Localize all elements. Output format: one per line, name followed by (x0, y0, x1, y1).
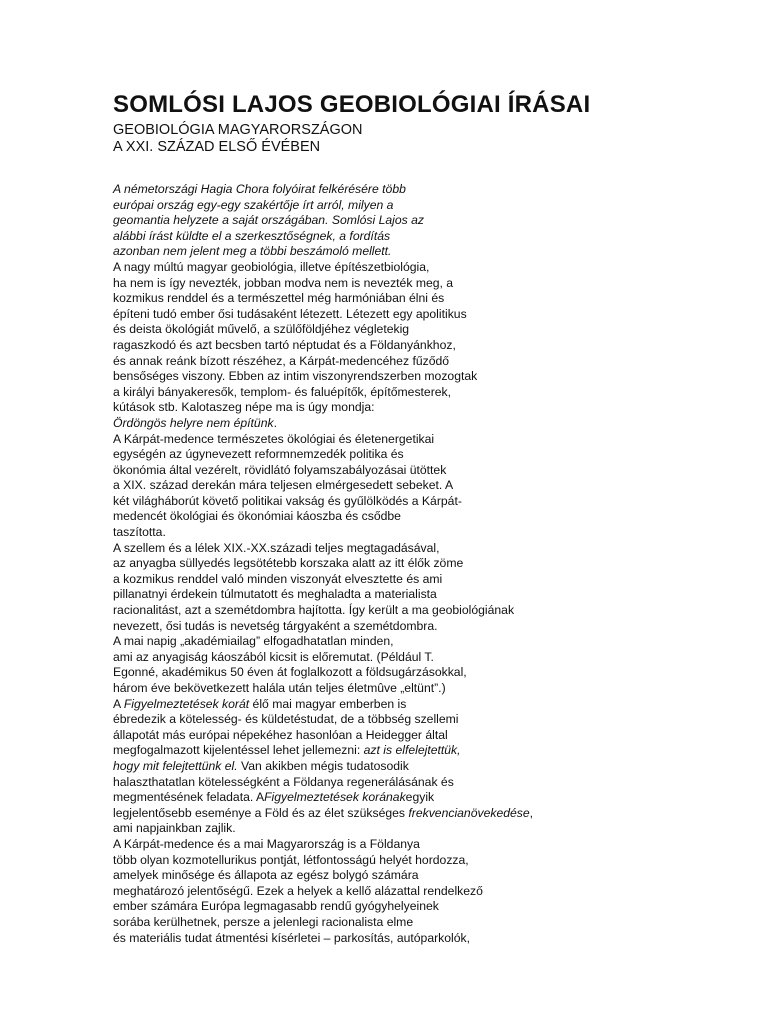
line-text: megmentésének feladata. A (113, 790, 265, 805)
line-text: , (529, 805, 534, 820)
text-line (113, 728, 533, 744)
line-text: ökonómia által vezérelt, rövidlátó folyamszabályozásai ütöttek (113, 462, 447, 477)
line-text: a királyi bányakeresők, templom- és faluépítők, építőmesterek, (113, 384, 452, 399)
line-text: élő mai magyar emberben is (249, 696, 407, 711)
italic-text: alábbi írást küldte el a szerkesztőségnek, a fordítás (113, 228, 391, 243)
line-text: racionalitást, azt a szemétdombra hajította. Így került a ma geobiológiának (113, 603, 515, 618)
line-text: ember számára Európa legmagasabb rendű gyógyhelyeinek (113, 899, 439, 914)
line-text: A nagy múltú magyar geobiológia, illetve építészetbiológia, (113, 259, 430, 274)
line-text: a XIX. század derekán mára teljesen elmérgesedett sebeket. A (113, 478, 454, 493)
text-line (113, 790, 533, 806)
line-text: nevezett, ősi tudás is nevetség tárgyaként a szemétdombra. (113, 618, 438, 633)
line-text: ami napjainkban zajlik. (113, 821, 236, 836)
text-line (113, 853, 533, 869)
line-text: ébredezik a kötelesség- és küldetéstudat, de a többség szellemi (113, 712, 459, 727)
line-text: állapotát más európai népekéhez hasonlóan a Heidegger által (113, 727, 448, 742)
line-text: ami az anyagiság káoszából kicsit is előremutat. (Például T. (113, 649, 434, 664)
line-text: kozmikus renddel és a természettel még harmóniában élni és (113, 291, 445, 306)
line-text: A (113, 696, 124, 711)
italic-text: azonban nem jelent meg a többi beszámoló mellett. (113, 244, 392, 259)
text-line (113, 619, 533, 635)
line-text: a kozmikus renddel való minden viszonyát elvesztette és ami (113, 571, 443, 586)
text-line (113, 868, 533, 884)
line-text: kútások stb. Kalotaszeg népe ma is úgy mondja: (113, 400, 375, 415)
text-line (113, 712, 533, 728)
text-line (113, 931, 533, 947)
text-line (113, 400, 533, 416)
text-line (113, 915, 533, 931)
italic-text: hogy mit felejtettünk el. (113, 758, 238, 773)
line-text: meghatározó jelentőségű. Ezek a helyek a kellő alázattal rendelkező (113, 883, 483, 898)
text-line (113, 494, 533, 510)
document-title: SOMLÓSI LAJOS GEOBIOLÓGIAI ÍRÁSAI (113, 91, 591, 118)
line-text: építeni tudó ember ősi tudásaként létezett. Létezett egy apolitikus (113, 306, 467, 321)
text-line (113, 478, 533, 494)
text-line (113, 416, 533, 432)
text-line (113, 307, 533, 323)
text-line (113, 322, 533, 338)
line-text: halaszthatatlan kötelességként a Földanya regenerálásának és (113, 774, 454, 789)
subtitle-line: GEOBIOLÓGIA MAGYARORSZÁGON (113, 122, 363, 138)
line-text: A mai napig „akadémiailag” elfogadhatatlan minden, (113, 634, 394, 649)
line-text: és annak reánk bízott részéhez, a Kárpát-medencéhez fűződő (113, 353, 450, 368)
body-text (113, 182, 533, 946)
line-text: sorába kerülhetnek, persze a jelenlegi racionalista elme (113, 914, 414, 929)
text-line (113, 260, 533, 276)
text-line (113, 899, 533, 915)
text-line (113, 432, 533, 448)
line-text: ha nem is így nevezték, jobban modva nem is nevezték meg, a (113, 275, 454, 290)
line-text: és deista ökológiát művelő, a szülőföldjéhez végletekig (113, 322, 410, 337)
text-line (113, 463, 533, 479)
line-text: Van akikben mégis tudatosodik (237, 758, 409, 773)
text-line (113, 447, 533, 463)
line-text: egységén az úgynevezett reformnemzedék politika és (113, 447, 404, 462)
text-line (113, 759, 533, 775)
text-line (113, 572, 533, 588)
text-line (113, 681, 533, 697)
line-text: Egonné, akadémikus 50 éven át foglalkozott a földsugárzásokkal, (113, 665, 467, 680)
text-line (113, 837, 533, 853)
text-line (113, 665, 533, 681)
line-text: pillanatnyi érdekein túlmutatott és meghaladta a materialista (113, 587, 437, 602)
text-line (113, 525, 533, 541)
text-line (113, 775, 533, 791)
text-line (113, 603, 533, 619)
subtitle-line: A XXI. SZÁZAD ELSŐ ÉVÉBEN (113, 139, 321, 155)
text-line (113, 884, 533, 900)
line-text: egyik (405, 790, 435, 805)
text-line (113, 806, 533, 822)
line-text: és materiális tudat átmentési kísérletei – parkosítás, autóparkolók, (113, 930, 470, 945)
line-text: több olyan kozmotellurikus pontját, létfontosságú helyét hordozza, (113, 852, 469, 867)
italic-text: A németországi Hagia Chora folyóirat felkérésére több (113, 182, 406, 196)
line-text: ragaszkodó és azt becsben tartó néptudat és a Földanyánkhoz, (113, 337, 456, 352)
italic-text: Ördöngös helyre nem építünk (113, 415, 274, 430)
text-line (113, 509, 533, 525)
text-line (113, 587, 533, 603)
line-text: taszította. (113, 525, 166, 540)
text-line (113, 385, 533, 401)
italic-text: európai ország egy-egy szakértője írt arról, milyen a (113, 197, 394, 212)
text-line (113, 198, 533, 214)
line-text: A szellem és a lélek XIX.-XX.századi teljes megtagadásával, (113, 540, 440, 555)
text-line (113, 338, 533, 354)
text-line (113, 276, 533, 292)
text-line (113, 634, 533, 650)
line-text: három éve bekövetkezett halála után teljes életmûve „eltünt”.) (113, 681, 446, 695)
text-line (113, 541, 533, 557)
text-line (113, 291, 533, 307)
italic-text: frekvencianövekedése (408, 805, 530, 820)
text-line (113, 556, 533, 572)
document-subtitle (113, 122, 363, 156)
line-text: . (273, 415, 277, 430)
text-line (113, 369, 533, 385)
line-text: medencét ökológiai és ökonómiai káoszba és csődbe (113, 509, 401, 524)
italic-text: Figyelmeztetések korát (123, 696, 250, 711)
line-text: amelyek minősége és állapota az egész bolygó számára (113, 868, 419, 883)
line-text: az anyagba süllyedés legsötétebb korszaka alatt az itt élők zöme (113, 556, 464, 571)
line-text: legjelentősebb eseménye a Föld és az élet szükséges (113, 805, 409, 820)
text-line (113, 354, 533, 370)
text-line (113, 821, 533, 837)
line-text: megfogalmazott kijelentéssel lehet jellemezni: (113, 743, 364, 758)
text-line (113, 213, 533, 229)
text-line (113, 244, 533, 260)
text-line (113, 743, 533, 759)
line-text: bensőséges viszony. Ebben az intim viszonyrendszerben mozogtak (113, 369, 478, 384)
italic-text: azt is elfelejtettük, (363, 743, 461, 758)
italic-text: Figyelmeztetések korának (264, 790, 406, 805)
italic-text: geomantia helyzete a saját országában. Somlósi Lajos az (113, 213, 424, 228)
text-line (113, 229, 533, 245)
text-line (113, 182, 533, 198)
line-text: A Kárpát-medence és a mai Magyarország is a Földanya (113, 836, 420, 851)
line-text: A Kárpát-medence természetes ökológiai és életenergetikai (113, 431, 435, 446)
line-text: két világháborút követő politikai vakság és gyűlölködés a Kárpát- (113, 493, 462, 508)
text-line (113, 650, 533, 666)
text-line (113, 697, 533, 713)
